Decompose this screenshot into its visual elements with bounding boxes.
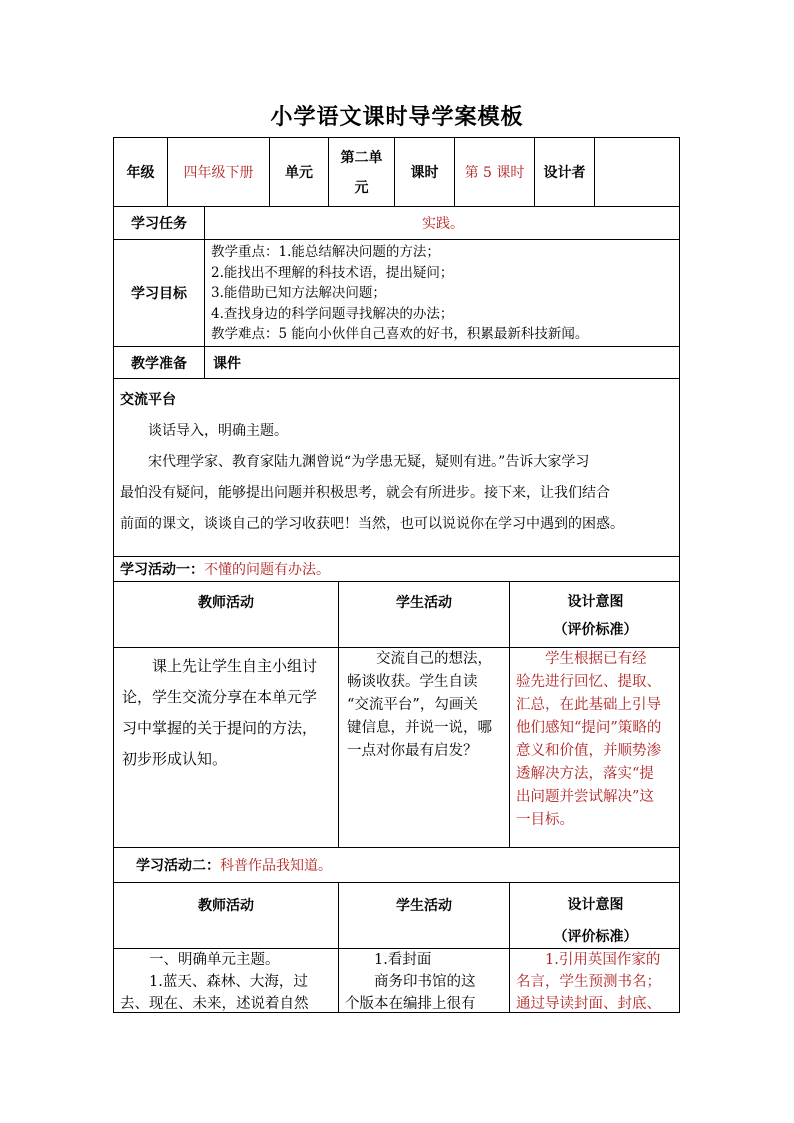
grade-value: 四年级下册	[168, 138, 270, 207]
exchange-intro: 谈话导入，明确主题。	[148, 423, 288, 439]
design-subtitle: （评价标准）	[553, 929, 638, 945]
student-line: 畅谈收获。学生自读	[347, 674, 478, 690]
goal-line: 3.能借助已知方法解决问题；	[211, 285, 386, 301]
task-value: 实践。	[205, 207, 680, 240]
activity1-teacher-content	[114, 648, 339, 848]
prep-label: 教学准备	[114, 347, 205, 379]
activity1-title: 不懂的问题有办法。	[204, 562, 330, 578]
unit-label: 单元	[270, 138, 329, 207]
design-title: 设计意图	[567, 594, 624, 610]
design-line: 学生根据已有经	[545, 651, 647, 667]
activity1-col-student: 学生活动	[339, 582, 510, 648]
lesson-plan-table	[113, 137, 680, 1013]
activity2-col-student: 学生活动	[339, 883, 510, 949]
exchange-heading: 交流平台	[120, 392, 176, 408]
teacher-line: 初步形成认知。	[122, 750, 228, 768]
student-line: 交流自己的想法，	[376, 651, 492, 667]
activity1-col-design	[510, 582, 680, 648]
design-line: 出问题并尝试解决”这	[516, 789, 654, 805]
design-line: 1.引用英国作家的	[545, 952, 661, 968]
student-line: 商务印书馆的这	[374, 974, 476, 990]
design-subtitle: （评价标准）	[553, 622, 638, 638]
design-line: 汇总，在此基础上引导	[516, 697, 661, 713]
activity1-prefix: 学习活动一：	[120, 562, 204, 578]
exchange-section	[114, 379, 680, 557]
activity2-prefix: 学习活动二：	[136, 858, 220, 874]
design-line: 通过导读封面、封底、	[516, 996, 661, 1012]
teacher-line: 论，学生交流分享在本单元学	[122, 688, 318, 706]
activity1-col-teacher: 教师活动	[114, 582, 339, 648]
activity2-student-content	[339, 949, 510, 1013]
activity2-design-content	[510, 949, 680, 1013]
task-label: 学习任务	[114, 207, 205, 240]
page-title: 小学语文课时导学案模板	[270, 104, 524, 130]
goals-label: 学习目标	[114, 240, 205, 347]
student-line: 一点对你最有启发？	[347, 743, 478, 759]
exchange-text-line: 最怕没有疑问，能够提出问题并积极思考，就会有所进步。接下来，让我们结合	[120, 485, 610, 501]
prep-value: 课件	[205, 347, 680, 379]
goal-line: 教学难点：5 能向小伙伴自己喜欢的好书，积累最新科技新闻。	[211, 326, 589, 342]
goal-line: 2.能找出不理解的科技术语，提出疑问；	[211, 264, 454, 281]
goal-line: 4.查找身边的科学问题寻找解决的办法；	[211, 305, 454, 322]
designer-value	[595, 138, 680, 207]
teacher-line: 课上先让学生自主小组讨	[152, 657, 318, 675]
design-line: 意义和价值，并顺势渗	[516, 743, 661, 759]
unit-value-line1: 第二单	[340, 150, 383, 166]
design-title: 设计意图	[567, 897, 624, 913]
activity2-col-design	[510, 883, 680, 949]
activity1-heading	[114, 557, 680, 582]
design-line: 验先进行回忆、提取、	[516, 674, 661, 690]
student-line: 键信息，并说一说，哪	[347, 720, 492, 736]
design-line: 他们感知“提问”策略的	[516, 720, 662, 736]
activity2-heading	[114, 848, 680, 883]
grade-label: 年级	[114, 138, 168, 207]
exchange-text-line: 前面的课文，谈谈自己的学习收获吧！当然，也可以说说你在学习中遇到的困惑。	[120, 516, 624, 532]
goals-content	[205, 240, 680, 347]
activity2-col-teacher: 教师活动	[114, 883, 339, 949]
student-line: 1.看封面	[374, 952, 432, 968]
activity2-title: 科普作品我知道。	[220, 858, 332, 874]
period-label: 课时	[395, 138, 455, 207]
exchange-text-line: 宋代理学家、教育家陆九渊曾说“为学患无疑，疑则有进。”告诉大家学习	[148, 454, 590, 470]
teacher-line: 去、现在、未来，述说着自然	[120, 996, 309, 1012]
activity1-design-content	[510, 648, 680, 848]
teacher-line: 习中掌握的关于提问的方法，	[122, 719, 318, 737]
teacher-line: 1.蓝天、森林、大海，过	[149, 974, 308, 990]
student-line: “交流平台”，勾画关	[347, 697, 478, 713]
teacher-line: 一、明确单元主题。	[149, 952, 280, 968]
goal-line: 教学重点：1.能总结解决问题的方法；	[211, 244, 440, 260]
unit-value	[329, 138, 395, 207]
designer-label: 设计者	[535, 138, 595, 207]
design-line: 透解决方法，落实“提	[516, 766, 654, 782]
period-value: 第 5 课时	[455, 138, 535, 207]
design-line: 一目标。	[516, 812, 574, 828]
activity1-student-content	[339, 648, 510, 848]
activity2-teacher-content	[114, 949, 339, 1013]
design-line: 名言，学生预测书名；	[516, 974, 661, 990]
student-line: 个版本在编排上很有	[345, 996, 476, 1012]
unit-value-line2: 元	[354, 180, 369, 196]
